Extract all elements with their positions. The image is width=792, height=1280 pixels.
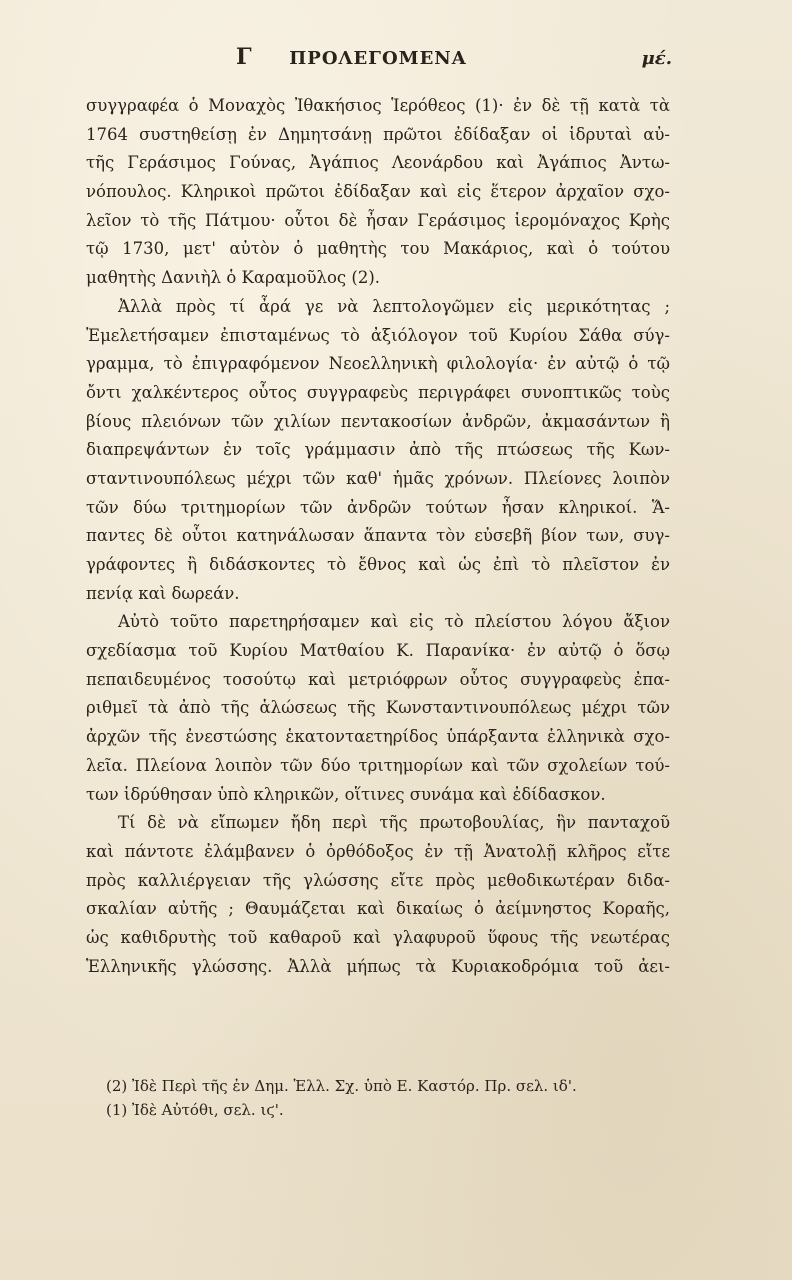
paragraph-start-line: Τί δὲ νὰ εἴπωμεν ἤδη περὶ τῆς πρωτοβουλίας, ἣν πανταχοῦ bbox=[118, 813, 670, 833]
text-line: διαπρεψάντων ἐν τοῖς γράμμασιν ἀπὸ τῆς πτώσεως τῆς Κων- bbox=[86, 440, 670, 460]
text-line: πρὸς καλλιέργειαν τῆς γλώσσης εἴτε πρὸς μεθοδικωτέραν διδα- bbox=[86, 870, 670, 890]
footnote: (2) Ἰδὲ Περὶ τῆς ἐν Δημ. Ἑλλ. Σχ. ὑπὸ Ε. Καστόρ. Πρ. σελ. ιδ'. bbox=[106, 1077, 577, 1095]
text-line: τῆς Γεράσιμος Γούνας, Ἀγάπιος Λεονάρδου καὶ Ἀγάπιος Ἀντω- bbox=[86, 153, 670, 173]
running-title: ΠΡΟΛΕΓΟΜΕΝΑ bbox=[289, 48, 467, 69]
text-line: Ἑλληνικῆς γλώσσης. Ἀλλὰ μήπως τὰ Κυριακοδρόμια τοῦ ἀει- bbox=[86, 956, 670, 976]
text-line: σκαλίαν αὐτῆς ; Θαυμάζεται καὶ δικαίως ὁ ἀείμνηστος Κοραῆς, bbox=[86, 899, 670, 919]
text-line: λεῖα. Πλείονα λοιπὸν τῶν δύο τριτημορίων καὶ τῶν σχολείων τού- bbox=[86, 755, 670, 775]
text-line: 1764 συστηθείσῃ ἐν Δημητσάνῃ πρῶτοι ἐδίδαξαν οἱ ἱδρυταὶ αὐ- bbox=[86, 124, 670, 144]
text-line: ριθμεῖ τὰ ἀπὸ τῆς ἁλώσεως τῆς Κωνσταντινουπόλεως μέχρι τῶν bbox=[86, 698, 670, 718]
text-line: νόπουλος. Κληρικοὶ πρῶτοι ἐδίδαξαν καὶ εἰς ἕτερον ἀρχαῖον σχο- bbox=[86, 182, 670, 202]
text-line: συγγραφέα ὁ Μοναχὸς Ἰθακήσιος Ἱερόθεος (1)· ἐν δὲ τῇ κατὰ τὰ bbox=[86, 96, 670, 115]
text-line: ὡς καθιδρυτὴς τοῦ καθαροῦ καὶ γλαφυροῦ ὕφους τῆς νεωτέρας bbox=[86, 927, 670, 947]
text-line: γράφοντες ἢ διδάσκοντες τὸ ἔθνος καὶ ὡς ἐπὶ τὸ πλεῖστον ἐν bbox=[86, 555, 670, 574]
text-line: ἀρχῶν τῆς ἐνεστώσης ἑκατονταετηρίδος ὑπάρξαντα ἑλληνικὰ σχο- bbox=[86, 727, 670, 747]
text-line: βίους πλειόνων τῶν χιλίων πεντακοσίων ἀνδρῶν, ἀκμασάντων ἢ bbox=[86, 411, 670, 431]
paragraph-start-line: Ἀλλὰ πρὸς τί ἆρά γε νὰ λεπτολογῶμεν εἰς μερικότητας ; bbox=[118, 296, 670, 316]
footnotes bbox=[106, 1074, 666, 1122]
page-number: μέ. bbox=[641, 48, 672, 69]
text-line: λεῖον τὸ τῆς Πάτμου· οὗτοι δὲ ἦσαν Γεράσιμος ἱερομόναχος Κρὴς bbox=[86, 210, 670, 230]
text-line: σταντινουπόλεως μέχρι τῶν καθ' ἡμᾶς χρόνων. Πλείονες λοιπὸν bbox=[86, 468, 670, 488]
text-line: ὄντι χαλκέντερος οὗτος συγγραφεὺς περιγράφει συνοπτικῶς τοὺς bbox=[86, 382, 670, 402]
signature-mark: Γ bbox=[236, 44, 252, 70]
page-header bbox=[86, 44, 670, 74]
text-line: γραμμα, τὸ ἐπιγραφόμενον Νεοελληνικὴ φιλολογία· ἐν αὐτῷ ὁ τῷ bbox=[86, 354, 670, 374]
text-line: τῶν δύω τριτημορίων τῶν ἀνδρῶν τούτων ἦσαν κληρικοί. Ἅ- bbox=[86, 497, 670, 517]
text-line: μαθητὴς Δανιὴλ ὁ Καραμοῦλος (2). bbox=[86, 268, 381, 288]
text-line: σχεδίασμα τοῦ Κυρίου Ματθαίου Κ. Παρανίκα· ἐν αὐτῷ ὁ ὅσῳ bbox=[86, 641, 670, 661]
body-text bbox=[86, 92, 670, 981]
paragraph-start-line: Αὐτὸ τοῦτο παρετηρήσαμεν καὶ εἰς τὸ πλείστου λόγου ἄξιον bbox=[118, 612, 670, 632]
text-line: πενίᾳ καὶ δωρεάν. bbox=[86, 583, 240, 603]
text-line: Ἐμελετήσαμεν ἐπισταμένως τὸ ἀξιόλογον τοῦ Κυρίου Σάθα σύγ- bbox=[86, 325, 670, 345]
footnote: (1) Ἰδὲ Αὐτόθι, σελ. ιϛ'. bbox=[106, 1101, 284, 1119]
text-line: παντες δὲ οὗτοι κατηνάλωσαν ἅπαντα τὸν εὐσεβῆ βίον των, συγ- bbox=[86, 526, 670, 546]
text-line: καὶ πάντοτε ἐλάμβανεν ὁ ὀρθόδοξος ἐν τῇ Ἀνατολῇ κλῆρος εἴτε bbox=[86, 841, 670, 861]
text-line: των ἱδρύθησαν ὑπὸ κληρικῶν, οἵτινες συνάμα καὶ ἐδίδασκον. bbox=[86, 784, 606, 804]
text-line: πεπαιδευμένος τοσούτῳ καὶ μετριόφρων οὗτος συγγραφεὺς ἐπα- bbox=[86, 669, 670, 689]
text-line: τῷ 1730, μετ' αὐτὸν ὁ μαθητὴς του Μακάριος, καὶ ὁ τούτου bbox=[86, 239, 670, 259]
